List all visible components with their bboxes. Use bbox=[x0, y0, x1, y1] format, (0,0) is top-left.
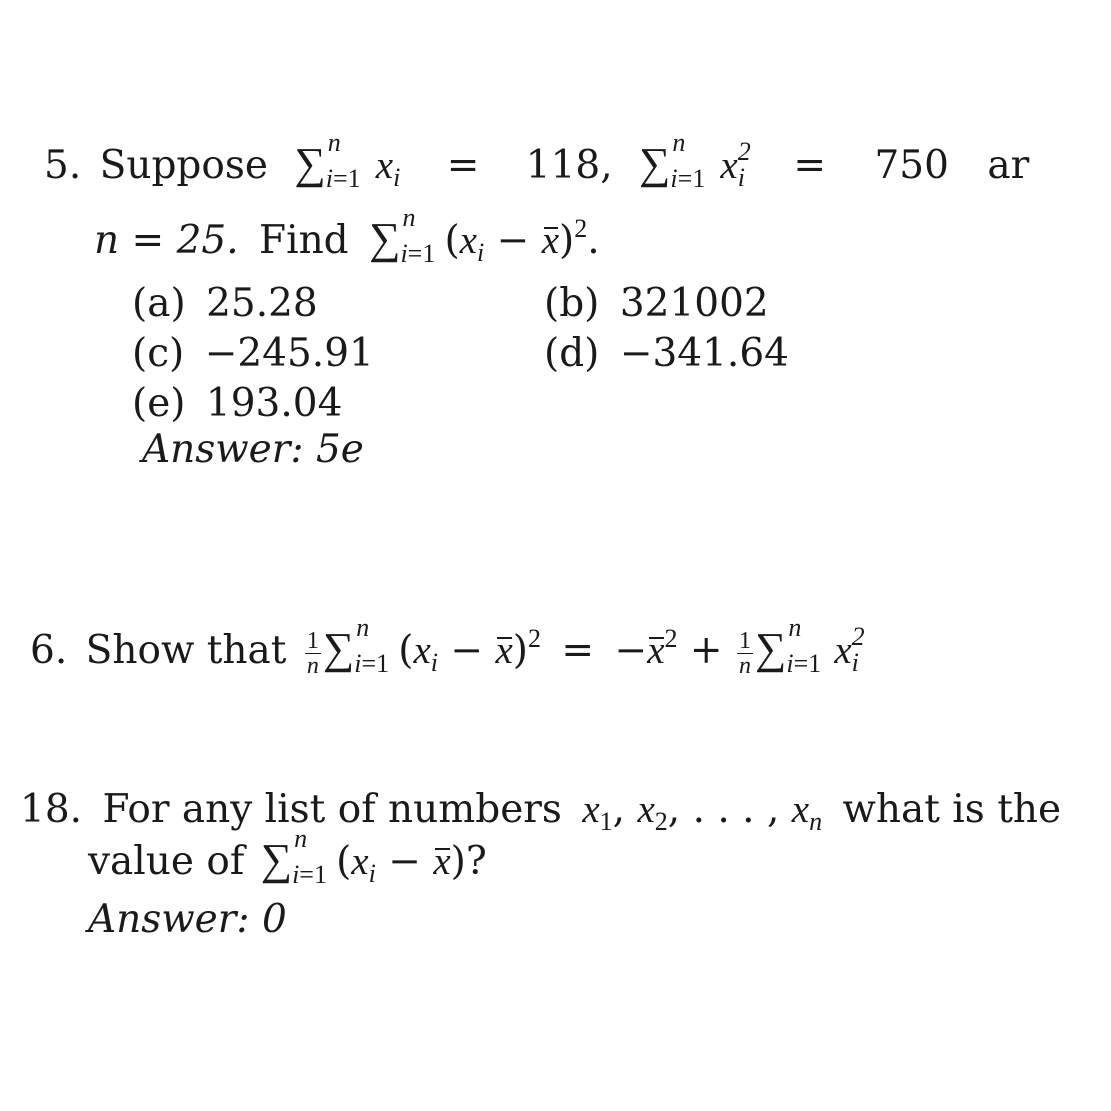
equals-sign: = bbox=[793, 143, 827, 188]
problem-18-line-1 bbox=[20, 787, 1062, 836]
choice-label: (b) bbox=[544, 281, 600, 326]
sum-x-expression: ∑ n i=1 $x_i$ bbox=[294, 128, 401, 193]
choice-value: −245.91 bbox=[204, 331, 374, 376]
problem-6-line bbox=[30, 613, 865, 679]
problem-5-find: Find bbox=[259, 218, 349, 263]
identity-right: $-x^2$ + $\frac{1}{n}$ ∑ n i=1 x $_{2 i}$ bbox=[614, 613, 865, 679]
choice-b bbox=[544, 281, 769, 326]
choice-value: 321002 bbox=[619, 281, 769, 326]
problem-5-intro: Suppose bbox=[99, 143, 268, 188]
choice-label: (c) bbox=[132, 331, 185, 376]
sum-squared-deviations: ∑ n i=1 $(x_i - x)^2$. bbox=[369, 203, 600, 268]
problem-18-value-of: value of bbox=[88, 839, 245, 884]
choice-label: (e) bbox=[132, 381, 186, 426]
problem-6-number: 6. bbox=[30, 628, 68, 673]
equals-sign: = bbox=[561, 628, 595, 673]
sum-deviations: ∑ n i=1 $(x_i - x)$? bbox=[260, 824, 487, 889]
problem-5-number: 5. bbox=[44, 143, 82, 188]
choice-value: −341.64 bbox=[619, 331, 789, 376]
identity-left: $\frac{1}{n}$ ∑ n i=1 $(x_i - x)^2$ bbox=[306, 613, 541, 679]
number-list: $x_1$, $x_2$, . . . , $x_n$ bbox=[582, 787, 823, 836]
choice-value: 25.28 bbox=[206, 281, 318, 326]
choice-c bbox=[132, 331, 374, 376]
equals-sign: = bbox=[446, 143, 480, 188]
truncated-text: ar bbox=[987, 143, 1030, 188]
problem-18-text-end: what is the bbox=[842, 787, 1062, 832]
problem-5-line-2 bbox=[94, 203, 600, 268]
choice-e bbox=[132, 381, 343, 426]
problem-6-intro: Show that bbox=[85, 628, 287, 673]
problem-5-answer: Answer: 5e bbox=[142, 427, 364, 472]
sum-x-squared-value: 750 bbox=[874, 143, 949, 188]
n-equals: n = 25. bbox=[94, 218, 239, 263]
choice-value: 193.04 bbox=[205, 381, 343, 426]
choice-a bbox=[132, 281, 318, 326]
problem-5-line-1 bbox=[44, 128, 1030, 193]
choice-label: (d) bbox=[544, 331, 600, 376]
problem-18-text: For any list of numbers bbox=[102, 787, 562, 832]
choice-label: (a) bbox=[132, 281, 186, 326]
problem-18-answer: Answer: 0 bbox=[88, 897, 287, 942]
sum-x-value: 118, bbox=[525, 143, 613, 188]
problem-18-number: 18. bbox=[20, 787, 83, 832]
choice-d bbox=[544, 331, 789, 376]
sum-x-squared-expression: ∑ n i=1 x $_{2 i}$ bbox=[639, 128, 751, 193]
problem-18-line-2 bbox=[88, 824, 487, 889]
